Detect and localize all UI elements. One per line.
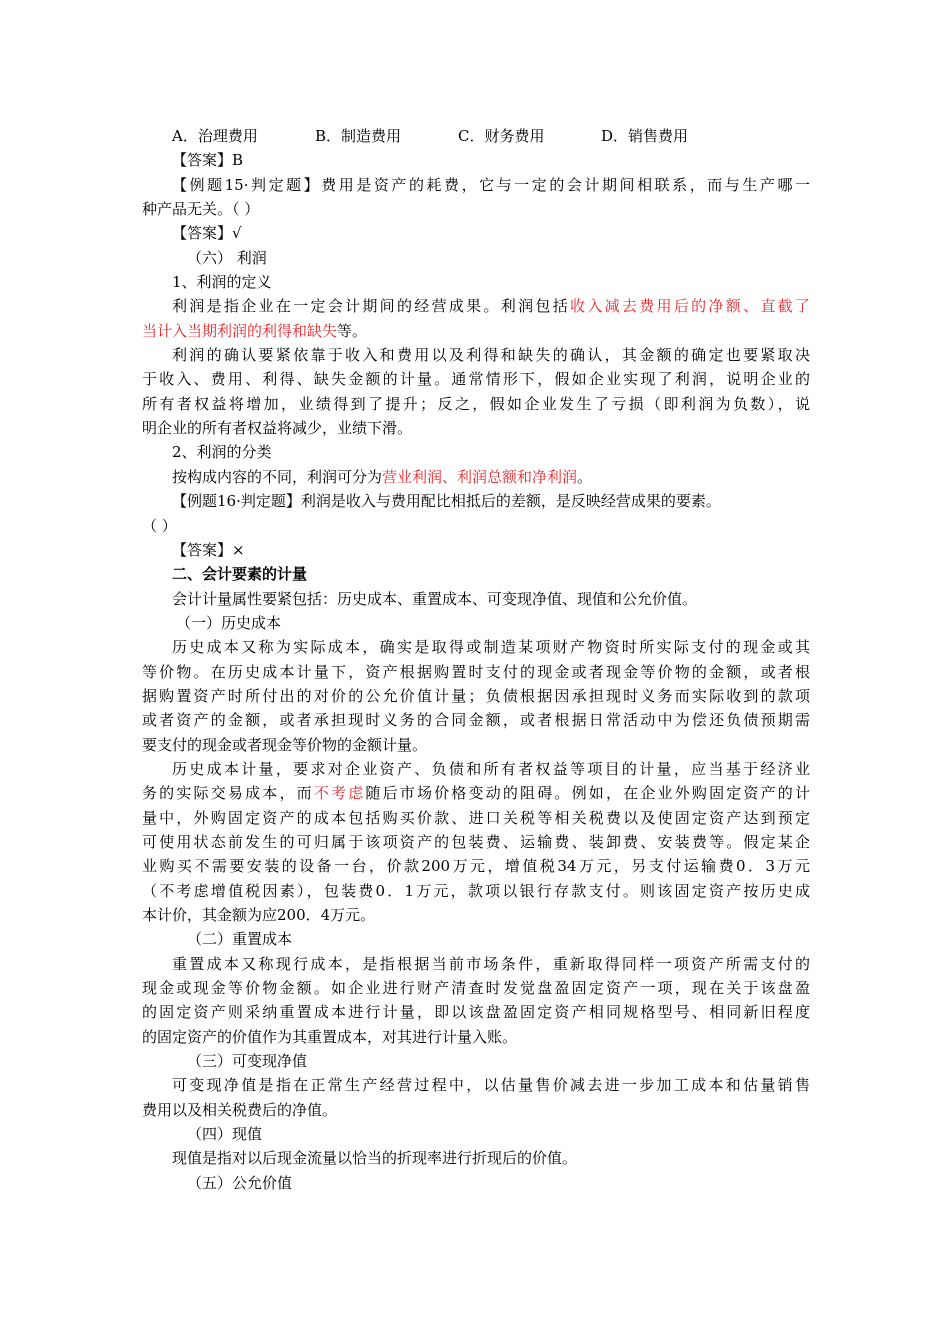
measurement-attributes: 会计计量属性要紧包括：历史成本、重置成本、可变现净值、现值和公允价值。 [172,589,698,608]
historical-cost-p1-line-3: 据购置资产时所付出的对价的公允价值计量；负债根据因承担现时义务而实际收到的款项 [142,686,810,705]
profit-confirm-line-1: 利润的确认要紧依靠于收入和费用以及利得和缺失的确认，其金额的确定也要紧取决 [172,346,810,365]
historical-cost-title: （一）历史成本 [176,613,282,632]
replacement-cost-line-1: 重置成本又称现行成本，是指根据当前市场条件，重新取得同样一项资产所需支付的 [172,954,810,973]
option-a: A．治理费用 [172,127,258,145]
present-value-title: （四）现值 [187,1125,263,1144]
net-realizable-value-line-2: 费用以及相关税费后的净值。 [142,1100,338,1119]
option-b: B．制造费用 [315,127,402,145]
historical-cost-p1-line-4: 或者资产的金额，或者承担现时义务的合同金额，或者根据日常活动中为偿还负债预期需 [142,711,810,730]
historical-cost-p2-line-5: 业购买不需要安装的设备一台，价款200万元，增值税34万元，另支付运输费0．3万元 [142,857,810,876]
net-realizable-value-title: （三）可变现净值 [187,1052,308,1071]
example-15-line-1: 【例题15·判定题】费用是资产的耗费，它与一定的会计期间相联系，而与生产哪一 [172,175,810,194]
profit-confirm-line-4: 明企业的所有者权益将减少，业绩下滑。 [142,419,413,438]
option-d: D．销售费用 [601,127,689,145]
profit-definition-line-1 [142,294,810,318]
profit-classification-highlight: 营业利润、利润总额和净利润 [382,467,578,486]
replacement-cost-line-4: 的固定资产的价值作为其重置成本，对其进行计量入账。 [142,1027,518,1046]
historical-cost-p2-line-3: 量中，外购固定资产的成本包括购买价款、进口关税等相关税费以及使固定资产达到预定 [142,808,810,827]
profit-definition-highlight: 收入减去费用后的净额、直截了 [570,297,810,316]
section-6-title: （六） 利润 [187,248,267,267]
document-page [142,124,810,1195]
profit-classification-lead: 按构成内容的不同，利润可分为 [172,467,383,486]
historical-cost-p2-cont: 随后市场价格变动的阻碍。例如，在企业外购固定资产的计 [365,784,810,803]
historical-cost-p2-line-7: 本计价，其金额为应200．4万元。 [142,906,376,924]
profit-definition-title: 1、利润的定义 [172,273,272,292]
replacement-cost-line-2: 现金或现金等价物金额。如企业进行财产清查时发觉盘盈固定资产一项，现在关于该盘盈 [142,979,810,998]
profit-definition-text: 利润是指企业在一定会计期间的经营成果。利润包括 [172,297,571,316]
profit-definition-highlight-cont: 当计入当期利润的利得和缺失 [142,321,338,340]
profit-definition-end: 等。 [337,321,368,340]
profit-confirm-line-2: 于收入、费用、利得、缺失金额的计量。通常情形下，假如企业实现了利润，说明企业的 [142,370,810,389]
option-c: C．财务费用 [458,127,545,145]
answer-check: 【答案】√ [172,224,242,243]
profit-confirm-line-3: 所有者权益将增加，业绩得到了提升；反之，假如企业发生了亏损（即利润为负数），说 [142,394,810,413]
example-15-line-2: 种产品无关。（ ） [142,200,260,219]
net-realizable-value-line-1: 可变现净值是指在正常生产经营过程中，以估量售价减去进一步加工成本和估量销售 [172,1076,810,1095]
historical-cost-highlight: 不考虑 [313,784,366,803]
fair-value-title: （五）公允价值 [187,1173,293,1192]
historical-cost-p2-line-2 [142,781,810,805]
present-value-line-1: 现值是指对以后现金流量以恰当的折现率进行折现后的价值。 [172,1149,578,1168]
historical-cost-p2-line-4: 可使用状态前发生的可归属于该项资产的包装费、运输费、装卸费、安装费等。假定某企 [142,832,810,851]
historical-cost-p2-line-6: （不考虑增值税因素），包装费0．1万元，款项以银行存款支付。则该固定资产按历史成 [142,881,810,900]
historical-cost-p1-line-2: 等价物。在历史成本计量下，资产根据购置时支付的现金或者现金等价物的金额，或者根 [142,662,810,681]
profit-classification-text [142,465,810,489]
replacement-cost-title: （二）重置成本 [187,930,293,949]
historical-cost-p2-line-1: 历史成本计量，要求对企业资产、负债和所有者权益等项目的计量，应当基于经济业 [172,759,810,778]
answer-x: 【答案】× [172,540,245,559]
example-16-line-2: （ ） [142,516,177,535]
historical-cost-p2-lead: 务的实际交易成本，而 [142,784,314,803]
section-2-heading: 二、会计要素的计量 [172,565,308,584]
profit-classification-title: 2、利润的分类 [172,443,272,462]
historical-cost-p1-line-1: 历史成本又称为实际成本，确实是取得或制造某项财产物资时所实际支付的现金或其 [172,638,810,657]
profit-definition-line-2 [142,319,810,343]
example-16-line-1: 【例题16·判定题】利润是收入与费用配比相抵后的差额，是反映经营成果的要素。 [172,492,721,511]
historical-cost-p1-line-5: 要支付的现金或者现金等价物的金额计量。 [142,735,428,754]
profit-classification-end: 。 [577,467,593,486]
answer-b: 【答案】B [172,151,244,170]
multiple-choice-options [142,124,810,148]
replacement-cost-line-3: 的固定资产则采纳重置成本进行计量，即以该盘盈固定资产相同规格型号、相同新旧程度 [142,1003,810,1022]
